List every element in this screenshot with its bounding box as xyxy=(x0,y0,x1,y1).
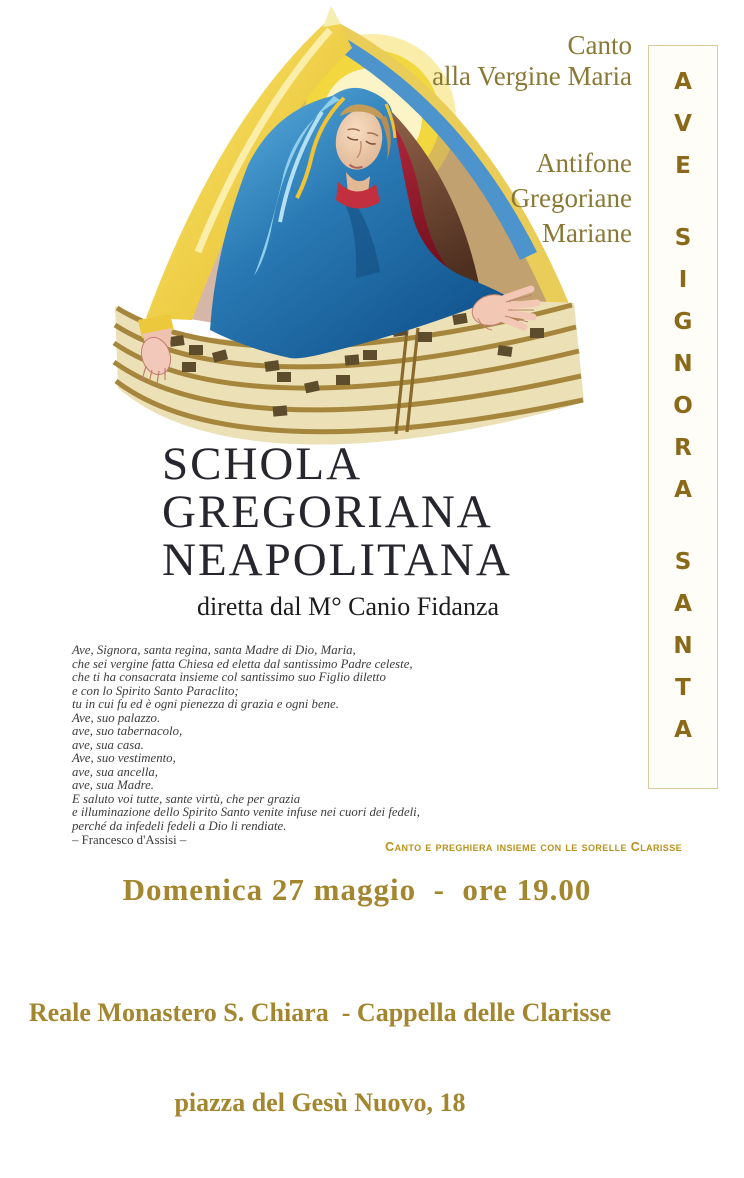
side-letter: A xyxy=(674,477,692,503)
side-letter: N xyxy=(673,351,693,377)
prayer-line: ave, sua Madre. xyxy=(72,778,154,792)
director-subtitle: diretta dal M° Canio Fidanza xyxy=(196,592,500,621)
side-letter: A xyxy=(674,591,692,617)
side-letter: O xyxy=(673,393,693,419)
side-letter: T xyxy=(675,675,691,701)
side-column xyxy=(648,45,718,789)
page-title xyxy=(162,440,512,584)
side-letter: I xyxy=(678,267,688,293)
side-letter: G xyxy=(673,309,693,335)
title-line: NEAPOLITANA xyxy=(162,534,512,586)
prayer-line: tu in cui fu ed è ogni pienezza di grazia e ogni bene. xyxy=(72,697,339,711)
title-line: GREGORIANA xyxy=(162,486,493,538)
side-column-letters xyxy=(649,46,717,751)
side-letter: R xyxy=(674,435,692,461)
antifone-line: Mariane xyxy=(542,218,632,248)
canto-line: Canto xyxy=(567,30,632,60)
antifone-line: Antifone xyxy=(536,148,632,178)
prayer-line: perché da infedeli fedeli a Dio li rendiate. xyxy=(72,818,287,833)
prayer-line: Ave, suo palazzo. xyxy=(72,710,161,725)
prayer-line: Ave, suo vestimento, xyxy=(72,751,176,765)
prayer-line: – Francesco d'Assisi – xyxy=(72,833,187,847)
side-letter: V xyxy=(674,111,692,137)
clarisse-note: Canto e preghiera insieme con le sorelle Clarisse xyxy=(385,840,682,854)
side-letter: A xyxy=(674,69,692,95)
side-letter: S xyxy=(674,549,692,575)
canto-heading xyxy=(432,30,632,92)
event-datetime: Domenica 27 maggio - ore 19.00 xyxy=(122,872,592,907)
prayer-line: E saluto voi tutte, sante virtù, che per grazia xyxy=(72,791,301,806)
side-letter: A xyxy=(674,717,692,743)
prayer-line: e illuminazione dello Spirito Santo venite infuse nei cuori dei fedeli, xyxy=(72,805,420,819)
prayer-line: che sei vergine fatta Chiesa ed eletta dal santissimo Padre celeste, xyxy=(72,656,413,671)
venue-line-1: Reale Monastero S. Chiara - Cappella delle Clarisse xyxy=(28,998,612,1027)
prayer-line: ave, suo tabernacolo, xyxy=(72,724,183,738)
title-line: SCHOLA xyxy=(162,438,363,490)
prayer-line: che ti ha consacrata insieme col santissimo suo Figlio diletto xyxy=(72,670,386,684)
prayer-line: ave, sua ancella, xyxy=(72,764,158,779)
canto-line: alla Vergine Maria xyxy=(432,61,632,91)
side-letter: E xyxy=(675,153,691,179)
side-letter: S xyxy=(674,225,692,251)
prayer-text xyxy=(72,644,420,848)
event-venue xyxy=(0,938,640,1178)
antifone-line: Gregoriane xyxy=(510,183,632,213)
prayer-line: ave, sua casa. xyxy=(72,737,144,752)
prayer-line: Ave, Signora, santa regina, santa Madre di Dio, Maria, xyxy=(72,643,356,657)
venue-line-2: piazza del Gesù Nuovo, 18 xyxy=(174,1088,466,1117)
antifone-heading xyxy=(511,146,632,251)
side-letter: N xyxy=(673,633,693,659)
prayer-line: e con lo Spirito Santo Paraclito; xyxy=(72,683,239,698)
